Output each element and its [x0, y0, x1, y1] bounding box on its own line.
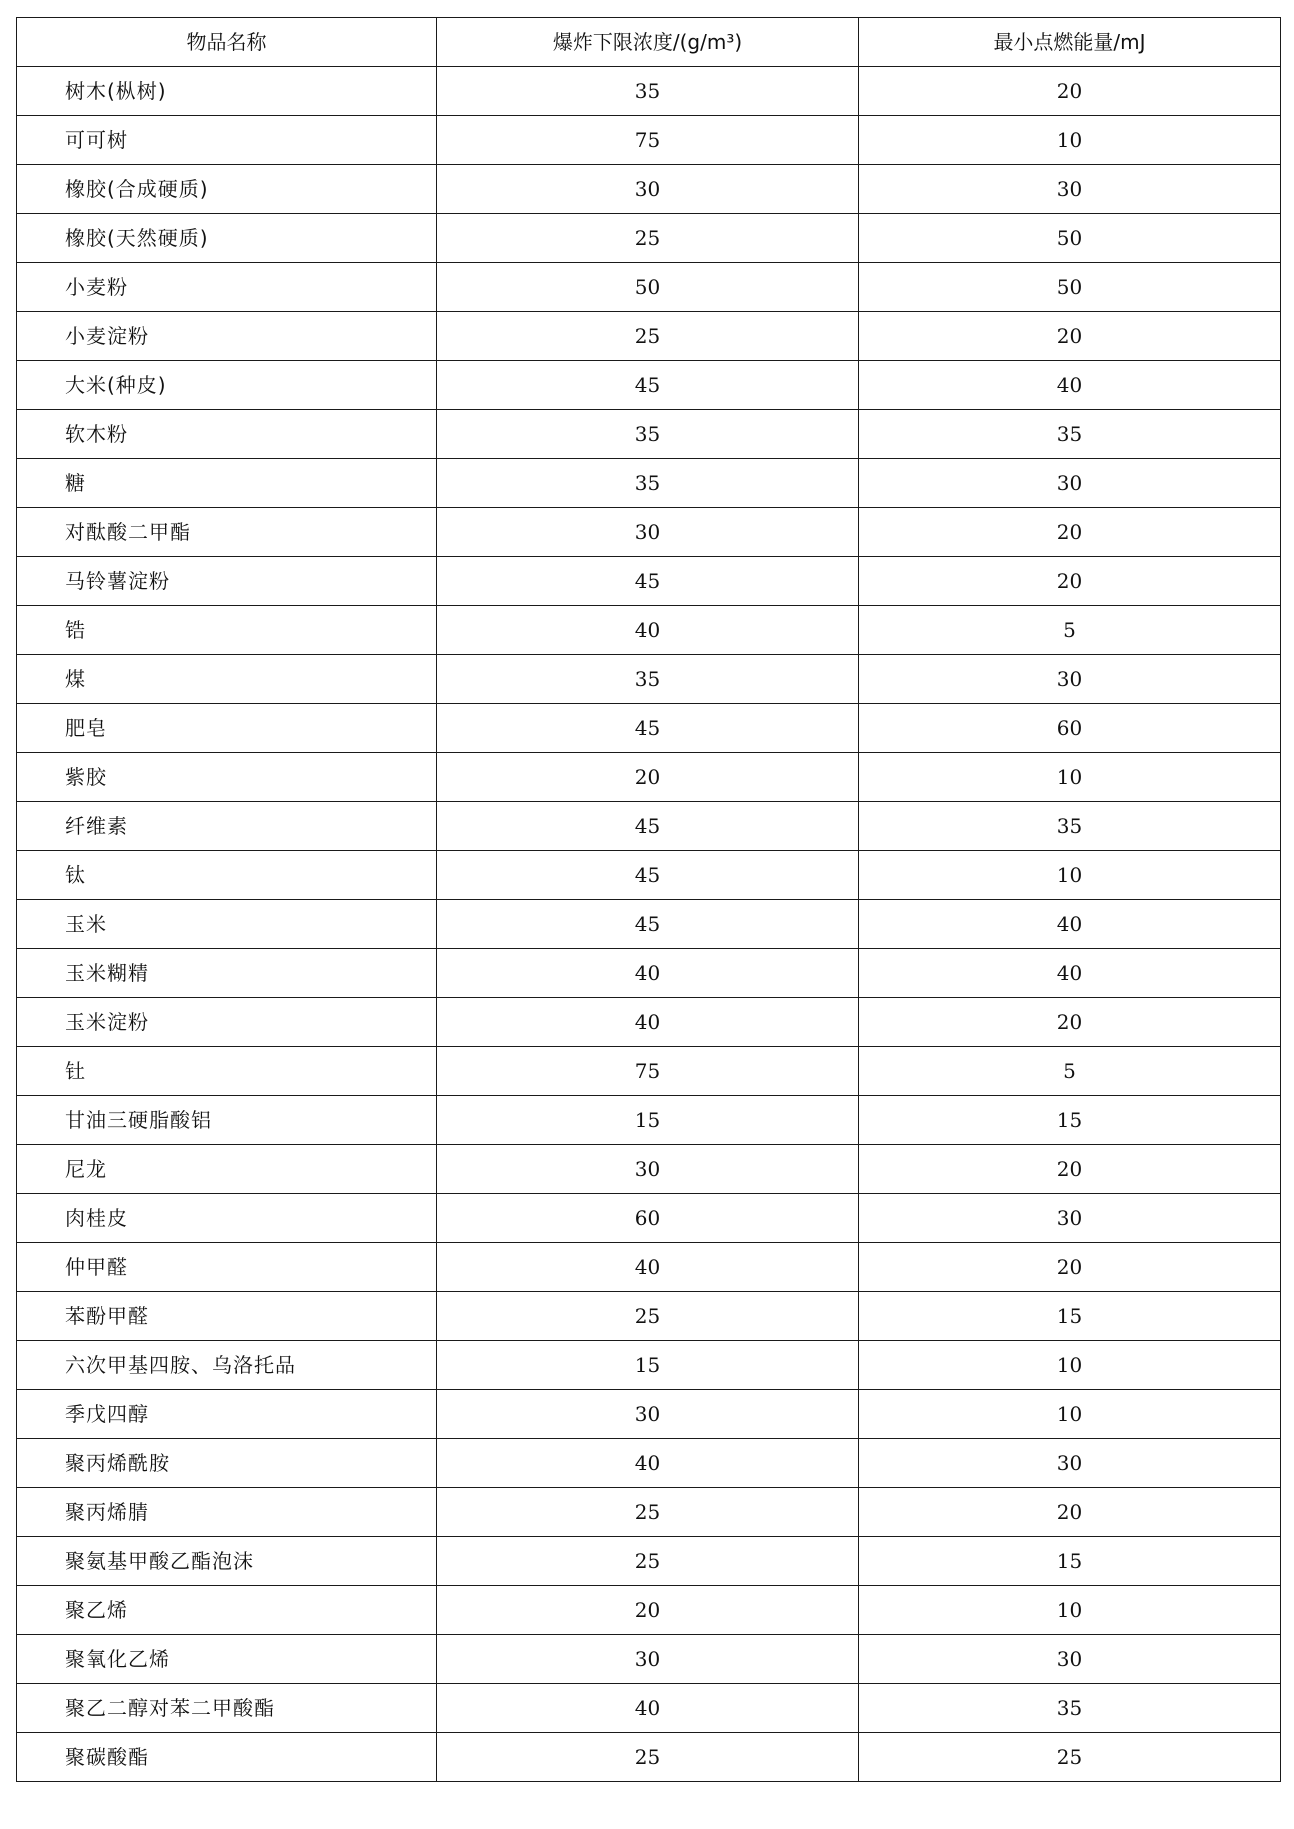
dust-explosion-table-container: [16, 17, 1280, 1782]
table-row: [17, 1439, 1281, 1488]
item-name-cell: 软木粉: [17, 410, 437, 459]
lower-explosion-limit-cell: 45: [437, 802, 859, 851]
header-lower-explosion-limit: 爆炸下限浓度/(g/m³): [437, 18, 859, 67]
minimum-ignition-energy-cell: 10: [859, 1586, 1281, 1635]
minimum-ignition-energy-cell: 35: [859, 1684, 1281, 1733]
table-row: [17, 802, 1281, 851]
table-row: [17, 410, 1281, 459]
minimum-ignition-energy-cell: 10: [859, 116, 1281, 165]
item-name-cell: 玉米: [17, 900, 437, 949]
table-row: [17, 214, 1281, 263]
minimum-ignition-energy-cell: 30: [859, 165, 1281, 214]
item-name-cell: 煤: [17, 655, 437, 704]
table-header: [17, 18, 1281, 67]
table-row: [17, 1635, 1281, 1684]
minimum-ignition-energy-cell: 40: [859, 361, 1281, 410]
lower-explosion-limit-cell: 45: [437, 557, 859, 606]
item-name-cell: 肉桂皮: [17, 1194, 437, 1243]
lower-explosion-limit-cell: 15: [437, 1096, 859, 1145]
item-name-cell: 聚氧化乙烯: [17, 1635, 437, 1684]
item-name-cell: 聚氨基甲酸乙酯泡沫: [17, 1537, 437, 1586]
minimum-ignition-energy-cell: 5: [859, 606, 1281, 655]
item-name-cell: 马铃薯淀粉: [17, 557, 437, 606]
lower-explosion-limit-cell: 25: [437, 1537, 859, 1586]
table-row: [17, 949, 1281, 998]
minimum-ignition-energy-cell: 30: [859, 459, 1281, 508]
lower-explosion-limit-cell: 25: [437, 312, 859, 361]
table-row: [17, 263, 1281, 312]
lower-explosion-limit-cell: 30: [437, 1635, 859, 1684]
table-row: [17, 606, 1281, 655]
minimum-ignition-energy-cell: 30: [859, 1194, 1281, 1243]
lower-explosion-limit-cell: 35: [437, 67, 859, 116]
item-name-cell: 小麦粉: [17, 263, 437, 312]
item-name-cell: 对酞酸二甲酯: [17, 508, 437, 557]
item-name-cell: 树木(枞树): [17, 67, 437, 116]
table-row: [17, 1096, 1281, 1145]
lower-explosion-limit-cell: 40: [437, 1243, 859, 1292]
minimum-ignition-energy-cell: 40: [859, 900, 1281, 949]
table-row: [17, 1341, 1281, 1390]
item-name-cell: 紫胶: [17, 753, 437, 802]
lower-explosion-limit-cell: 15: [437, 1341, 859, 1390]
item-name-cell: 可可树: [17, 116, 437, 165]
table-row: [17, 1194, 1281, 1243]
item-name-cell: 糖: [17, 459, 437, 508]
minimum-ignition-energy-cell: 20: [859, 312, 1281, 361]
minimum-ignition-energy-cell: 10: [859, 1341, 1281, 1390]
minimum-ignition-energy-cell: 20: [859, 557, 1281, 606]
lower-explosion-limit-cell: 30: [437, 508, 859, 557]
table-row: [17, 67, 1281, 116]
item-name-cell: 聚乙烯: [17, 1586, 437, 1635]
item-name-cell: 聚碳酸酯: [17, 1733, 437, 1782]
lower-explosion-limit-cell: 75: [437, 1047, 859, 1096]
table-row: [17, 1145, 1281, 1194]
minimum-ignition-energy-cell: 50: [859, 263, 1281, 312]
lower-explosion-limit-cell: 40: [437, 1439, 859, 1488]
table-row: [17, 1292, 1281, 1341]
lower-explosion-limit-cell: 45: [437, 704, 859, 753]
item-name-cell: 橡胶(合成硬质): [17, 165, 437, 214]
item-name-cell: 肥皂: [17, 704, 437, 753]
lower-explosion-limit-cell: 30: [437, 1390, 859, 1439]
lower-explosion-limit-cell: 30: [437, 165, 859, 214]
item-name-cell: 甘油三硬脂酸铝: [17, 1096, 437, 1145]
table-row: [17, 1243, 1281, 1292]
lower-explosion-limit-cell: 45: [437, 900, 859, 949]
lower-explosion-limit-cell: 25: [437, 1488, 859, 1537]
lower-explosion-limit-cell: 25: [437, 1292, 859, 1341]
table-row: [17, 704, 1281, 753]
minimum-ignition-energy-cell: 10: [859, 851, 1281, 900]
item-name-cell: 聚丙烯酰胺: [17, 1439, 437, 1488]
minimum-ignition-energy-cell: 15: [859, 1537, 1281, 1586]
lower-explosion-limit-cell: 35: [437, 655, 859, 704]
item-name-cell: 聚乙二醇对苯二甲酸酯: [17, 1684, 437, 1733]
table-row: [17, 1586, 1281, 1635]
item-name-cell: 锆: [17, 606, 437, 655]
minimum-ignition-energy-cell: 10: [859, 1390, 1281, 1439]
lower-explosion-limit-cell: 25: [437, 1733, 859, 1782]
item-name-cell: 玉米淀粉: [17, 998, 437, 1047]
minimum-ignition-energy-cell: 30: [859, 655, 1281, 704]
lower-explosion-limit-cell: 35: [437, 410, 859, 459]
table-row: [17, 1390, 1281, 1439]
table-row: [17, 1537, 1281, 1586]
header-row: [17, 18, 1281, 67]
table-row: [17, 900, 1281, 949]
lower-explosion-limit-cell: 45: [437, 361, 859, 410]
table-row: [17, 753, 1281, 802]
lower-explosion-limit-cell: 20: [437, 1586, 859, 1635]
minimum-ignition-energy-cell: 20: [859, 1145, 1281, 1194]
item-name-cell: 聚丙烯腈: [17, 1488, 437, 1537]
table-row: [17, 655, 1281, 704]
lower-explosion-limit-cell: 75: [437, 116, 859, 165]
minimum-ignition-energy-cell: 10: [859, 753, 1281, 802]
minimum-ignition-energy-cell: 20: [859, 508, 1281, 557]
item-name-cell: 钍: [17, 1047, 437, 1096]
table-row: [17, 165, 1281, 214]
header-item-name: 物品名称: [17, 18, 437, 67]
table-row: [17, 459, 1281, 508]
item-name-cell: 六次甲基四胺、乌洛托品: [17, 1341, 437, 1390]
lower-explosion-limit-cell: 40: [437, 949, 859, 998]
table-row: [17, 1733, 1281, 1782]
item-name-cell: 季戊四醇: [17, 1390, 437, 1439]
minimum-ignition-energy-cell: 35: [859, 802, 1281, 851]
minimum-ignition-energy-cell: 15: [859, 1292, 1281, 1341]
table-row: [17, 116, 1281, 165]
lower-explosion-limit-cell: 40: [437, 1684, 859, 1733]
minimum-ignition-energy-cell: 50: [859, 214, 1281, 263]
item-name-cell: 橡胶(天然硬质): [17, 214, 437, 263]
item-name-cell: 钛: [17, 851, 437, 900]
item-name-cell: 纤维素: [17, 802, 437, 851]
table-row: [17, 361, 1281, 410]
minimum-ignition-energy-cell: 5: [859, 1047, 1281, 1096]
minimum-ignition-energy-cell: 20: [859, 1243, 1281, 1292]
table-row: [17, 1488, 1281, 1537]
minimum-ignition-energy-cell: 35: [859, 410, 1281, 459]
lower-explosion-limit-cell: 30: [437, 1145, 859, 1194]
lower-explosion-limit-cell: 40: [437, 998, 859, 1047]
lower-explosion-limit-cell: 35: [437, 459, 859, 508]
minimum-ignition-energy-cell: 40: [859, 949, 1281, 998]
minimum-ignition-energy-cell: 60: [859, 704, 1281, 753]
minimum-ignition-energy-cell: 20: [859, 1488, 1281, 1537]
minimum-ignition-energy-cell: 30: [859, 1439, 1281, 1488]
item-name-cell: 仲甲醛: [17, 1243, 437, 1292]
item-name-cell: 大米(种皮): [17, 361, 437, 410]
table-row: [17, 312, 1281, 361]
table-row: [17, 851, 1281, 900]
item-name-cell: 玉米糊精: [17, 949, 437, 998]
lower-explosion-limit-cell: 25: [437, 214, 859, 263]
header-minimum-ignition-energy: 最小点燃能量/mJ: [859, 18, 1281, 67]
lower-explosion-limit-cell: 45: [437, 851, 859, 900]
item-name-cell: 苯酚甲醛: [17, 1292, 437, 1341]
minimum-ignition-energy-cell: 20: [859, 998, 1281, 1047]
item-name-cell: 小麦淀粉: [17, 312, 437, 361]
minimum-ignition-energy-cell: 20: [859, 67, 1281, 116]
lower-explosion-limit-cell: 40: [437, 606, 859, 655]
table-body: [17, 67, 1281, 1782]
lower-explosion-limit-cell: 20: [437, 753, 859, 802]
item-name-cell: 尼龙: [17, 1145, 437, 1194]
lower-explosion-limit-cell: 50: [437, 263, 859, 312]
dust-explosion-table: [16, 17, 1281, 1782]
minimum-ignition-energy-cell: 25: [859, 1733, 1281, 1782]
minimum-ignition-energy-cell: 15: [859, 1096, 1281, 1145]
table-row: [17, 1684, 1281, 1733]
minimum-ignition-energy-cell: 30: [859, 1635, 1281, 1684]
table-row: [17, 557, 1281, 606]
lower-explosion-limit-cell: 60: [437, 1194, 859, 1243]
table-row: [17, 1047, 1281, 1096]
table-row: [17, 998, 1281, 1047]
table-row: [17, 508, 1281, 557]
